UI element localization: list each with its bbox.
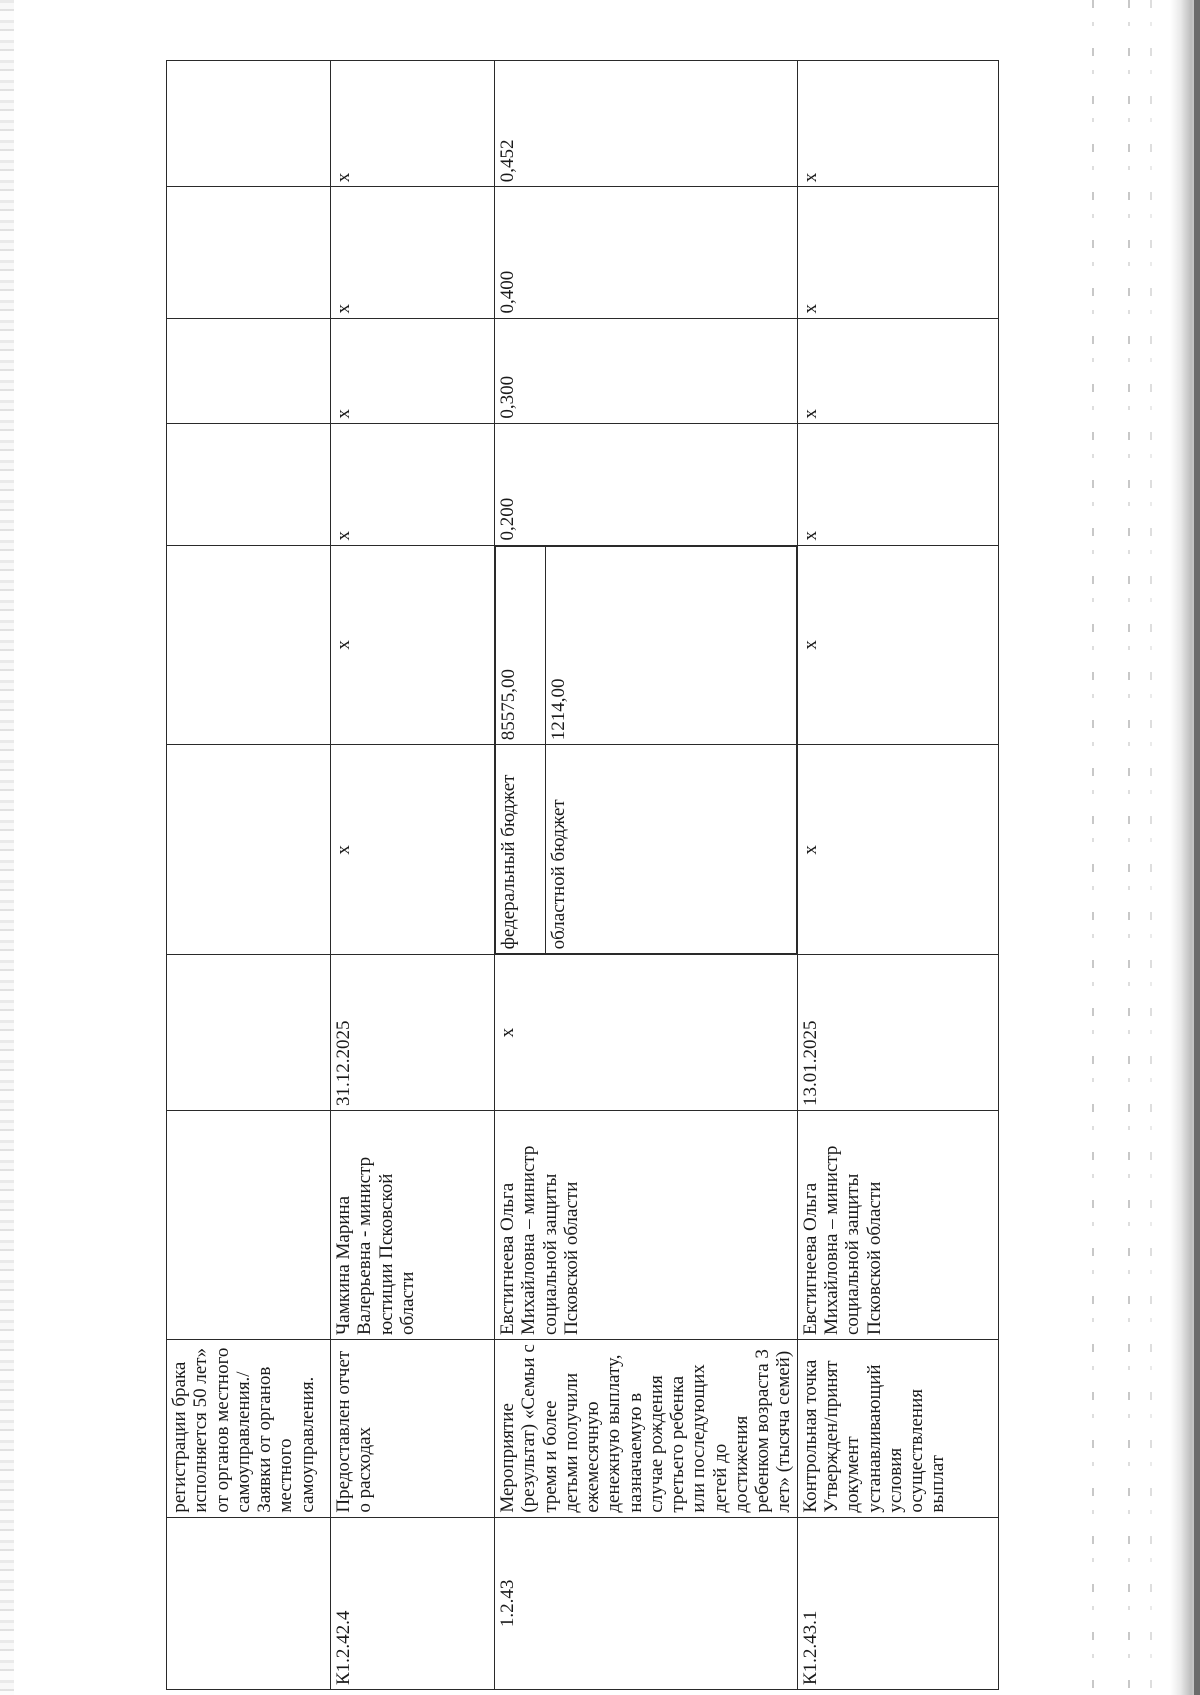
cell-source (167, 745, 331, 955)
cell-name: Предоставлен отчет о расходах (331, 1340, 495, 1518)
table-row (167, 61, 331, 1690)
cell-year-value: 0,400 (495, 187, 798, 318)
cell-responsible: Евстигнеева Ольга Михайловна – министр социальной защиты Псковской области (495, 1110, 798, 1339)
cell-code: К1.2.43.1 (797, 1517, 998, 1689)
cell-year-value: x (797, 423, 998, 545)
cell-date (167, 955, 331, 1111)
cell-date: x (495, 955, 798, 1111)
funding-sources-table (495, 546, 797, 955)
source-name: федеральный бюджет (496, 745, 546, 954)
cell-year-value: x (331, 423, 495, 545)
cell-year-value: x (797, 187, 998, 318)
cell-year-value: x (331, 318, 495, 423)
cell-source: x (797, 745, 998, 955)
cell-year-value: x (797, 318, 998, 423)
cell-year-value: 0,200 (495, 423, 798, 545)
cell-name: Мероприятие (результат) «Семьи с тремя и более детьми получили ежемесячную денежную выплату, назначаемую в случае рождения третьего ребенка или последующих детей до достижения ребенком возраста 3 лет» (тысяча семей) (495, 1340, 798, 1518)
cell-source: x (331, 745, 495, 955)
cell-year-value: 0,300 (495, 318, 798, 423)
scan-right-edge (1170, 0, 1200, 1695)
funding-row (496, 546, 546, 954)
cell-amount: x (331, 545, 495, 745)
funding-row (546, 546, 797, 954)
cell-year-value (167, 423, 331, 545)
scan-left-edge (0, 0, 14, 1695)
cell-year-value: 0,452 (495, 61, 798, 187)
cell-date: 31.12.2025 (331, 955, 495, 1111)
cell-year-value (167, 61, 331, 187)
table-row (331, 61, 495, 1690)
scan-noise-line (1092, 0, 1094, 1695)
cell-responsible: Чамкина Марина Валерьевна - министр юстиции Псковской области (331, 1110, 495, 1339)
cell-name: регистрации брака исполняется 50 лет» от органов местного самоуправления./Заявки от органов местного самоуправления. (167, 1340, 331, 1518)
source-amount: 1214,00 (546, 546, 797, 745)
cell-code (167, 1517, 331, 1689)
cell-name: Контрольная точка Утвержден/принят документ устанавливающий условия осуществления выплат (797, 1340, 998, 1518)
cell-code: К1.2.42.4 (331, 1517, 495, 1689)
funding-sources (495, 545, 798, 955)
table-row (797, 61, 998, 1690)
cell-amount (167, 545, 331, 745)
source-amount: 85575,00 (496, 546, 546, 745)
cell-year-value (167, 187, 331, 318)
rotated-page (166, 60, 973, 1690)
cell-code: 1.2.43 (495, 1517, 798, 1689)
source-name: областной бюджет (546, 745, 797, 954)
cell-year-value (167, 318, 331, 423)
cell-year-value: x (331, 187, 495, 318)
cell-date: 13.01.2025 (797, 955, 998, 1111)
cell-year-value: x (797, 61, 998, 187)
plan-table (166, 60, 999, 1690)
cell-year-value: x (331, 61, 495, 187)
scan-noise-line (1128, 0, 1130, 1695)
cell-responsible (167, 1110, 331, 1339)
cell-responsible: Евстигнеева Ольга Михайловна – министр социальной защиты Псковской области (797, 1110, 998, 1339)
table-row (495, 61, 798, 1690)
cell-amount: x (797, 545, 998, 745)
scan-noise-line (1150, 0, 1152, 1695)
